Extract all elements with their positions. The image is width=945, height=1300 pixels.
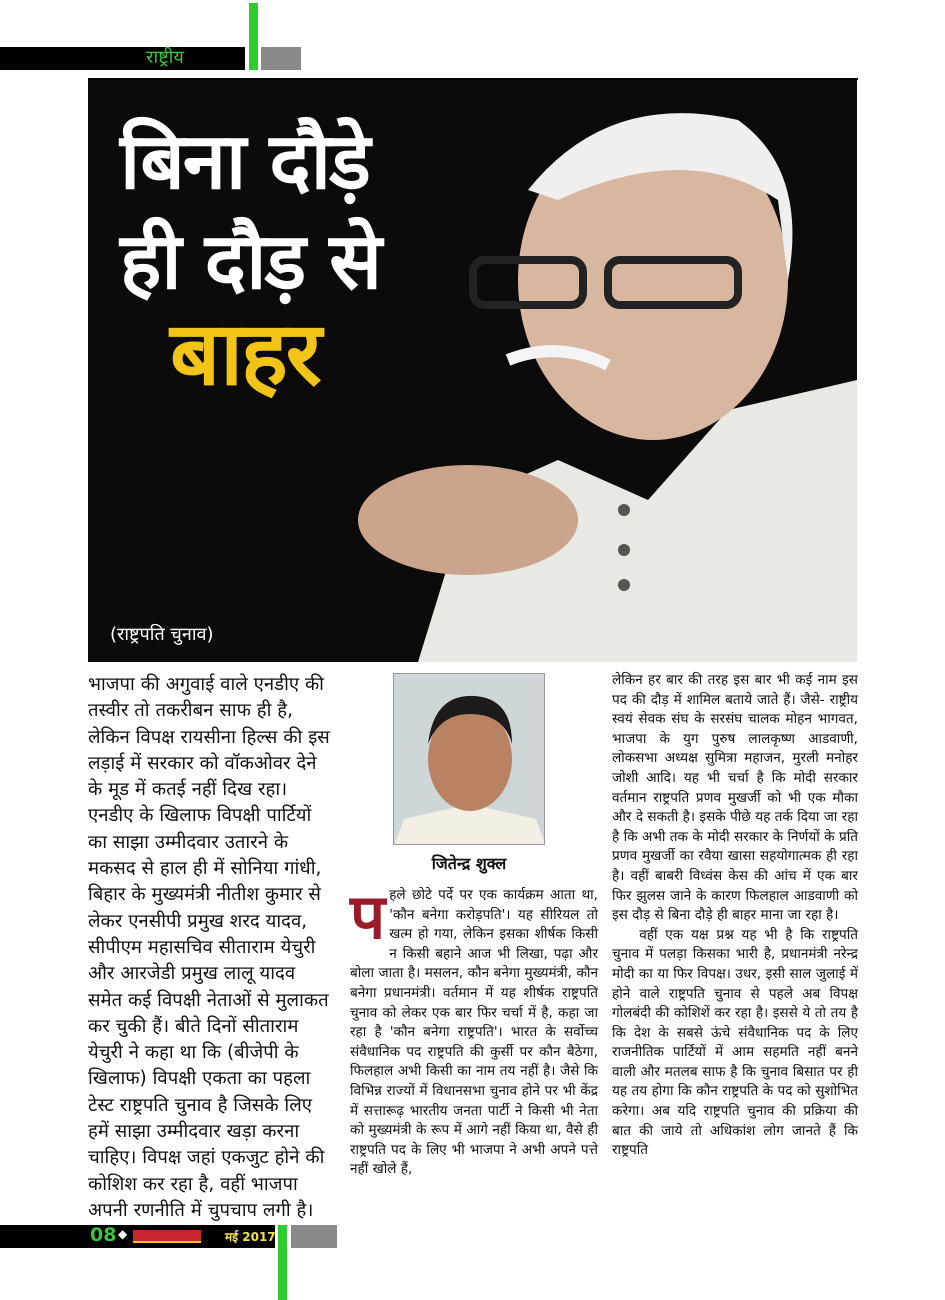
bullet-separator: ◆ — [118, 1227, 128, 1241]
article-column-2 — [350, 880, 598, 1180]
page-number: 08 — [90, 1224, 117, 1246]
column-2-text: हले छोटे पर्दे पर एक कार्यक्रम आता था, 'कौन बनेगा करोड़पति'। यह सीरियल तो खत्म हो गया, लेकिन इसका शीर्षक किसी न किसी बहाने आज भी लिखा, पढ़ा और बोला जाता है। मसलन, कौन बनेगा मुख्यमंत्री, कौन बनेगा प्रधानमंत्री। वर्तमान में यह शीर्षक राष्ट्रपति चुनाव को लेकर एक बार फिर चर्चा में है, कहा जा रहा है 'कौन बनेगा राष्ट्रपति'। भारत के सर्वोच्च संवैधानिक पद राष्ट्रपति की कुर्सी पर कौन बैठेगा, फिलहाल अभी किसी का नाम तय नहीं है। जैसे कि विभिन्न राज्यों में विधानसभा चुनाव होने पर भी केंद्र में सत्तारूढ़ भारतीय जनता पार्टी ने किसी भी नेता को मुख्यमंत्री के रूप में आगे नहीं किया था, वैसे ही राष्ट्रपति पद के लिए भी भाजपा ने अभी अपने पत्ते नहीं खोले हैं, — [350, 887, 598, 1178]
drop-cap: प — [350, 880, 386, 953]
paragraph: लेकिन हर बार की तरह इस बार भी कई नाम इस पद की दौड़ में शामिल बताये जाते हैं। जैसे- राष्ट्रीय स्वयं सेवक संघ के सरसंघ चालक मोहन भागवत, भाजपा के युग पुरुष लालकृष्ण आडवाणी, लोकसभा अध्यक्ष सुमित्रा महाजन, मुरली मनोहर जोशी आदि। यह भी चर्चा है कि मोदी सरकार वर्तमान राष्ट्रपति प्रणव मुखर्जी को भी एक मौका और दे सकती है। इसके पीछे यह तर्क दिया जा रहा है कि अभी तक के मोदी सरकार के निर्णयों के प्रति प्रणव मुखर्जी का रवैया खासा सहयोगात्मक ही रहा है। वहीं बाबरी विध्वंस केस की आंच में एक बार फिर झुलस जाने के कारण फिलहाल आडवाणी को इस दौड़ से बिना दौड़े ही बाहर माना जा रहा है। — [612, 672, 858, 924]
headline-line-3: बाहर — [170, 302, 320, 405]
footer-accent-bar — [278, 1225, 287, 1300]
header-accent-bar — [249, 3, 258, 70]
paragraph: वहीं एक यक्ष प्रश्न यह भी है कि राष्ट्रपति चुनाव में पलड़ा किसका भारी है, प्रधानमंत्री नरेन्द्र मोदी का या फिर विपक्ष। उधर, इसी साल जुलाई में होने वाले राष्ट्रपति चुनाव से पहले अब विपक्ष गोलबंदी की कोशिशें कर रहा है। इससे ये तो तय है कि देश के सबसे ऊंचे संवैधानिक पद के लिए राजनीतिक पार्टियों में आम सहमति नहीं बनने वाली और मतलब साफ है कि चुनाव बिसात पर ही यह तय होगा कि कौन राष्ट्रपति के पद को सुशोभित करेगा। अब यदि राष्ट्रपति चुनाव की प्रक्रिया की बात की जाये तो अधिकांश लोग जानते हैं कि राष्ट्रपति — [612, 926, 858, 1159]
hero-photo — [88, 80, 857, 662]
headline-line-2: ही दौड़ से — [120, 217, 381, 307]
issue-date: मई 2017 — [225, 1230, 276, 1244]
section-label: राष्ट्रीय — [146, 47, 184, 68]
article-column-1: भाजपा की अगुवाई वाले एनडीए की तस्वीर तो तकरीबन साफ ही है, लेकिन विपक्ष रायसीना हिल्स की इस लड़ाई में सरकार को वॉकओवर देने के मूड में कतई नहीं दिख रहा। एनडीए के खिलाफ विपक्षी पार्टियों का साझा उम्मीदवार उतारने के मकसद से हाल ही में सोनिया गांधी, बिहार के मुख्यमंत्री नीतीश कुमार से लेकर एनसीपी प्रमुख शरद यादव, सीपीएम महासचिव सीताराम येचुरी और आरजेडी प्रमुख लालू यादव समेत कई विपक्षी नेताओं से मुलाकत कर चुकी हैं। बीते दिनों सीताराम येचुरी ने कहा था कि (बीजेपी के खिलाफ) विपक्षी एकता का पहला टेस्ट राष्ट्रपति चुनाव है जिसके लिए हमें साझा उम्मीदवार खड़ा करना चाहिए। विपक्ष जहां एकजुट होने की कोशिश कर रहा है, वहीं भाजपा अपनी रणनीति में चुपचाप लगी है। — [88, 674, 330, 1221]
article-column-3 — [612, 671, 858, 1161]
author-portrait — [394, 674, 545, 845]
headline-line-1: बिना दौड़े — [120, 117, 369, 207]
author-photo — [393, 673, 545, 845]
footer-gray-block — [291, 1225, 337, 1248]
photo-caption: (राष्ट्रपति चुनाव) — [110, 624, 214, 645]
magazine-logo — [133, 1230, 201, 1243]
author-name: जितेन्द्र शुक्ल — [431, 854, 507, 873]
header-gray-block — [261, 47, 301, 70]
